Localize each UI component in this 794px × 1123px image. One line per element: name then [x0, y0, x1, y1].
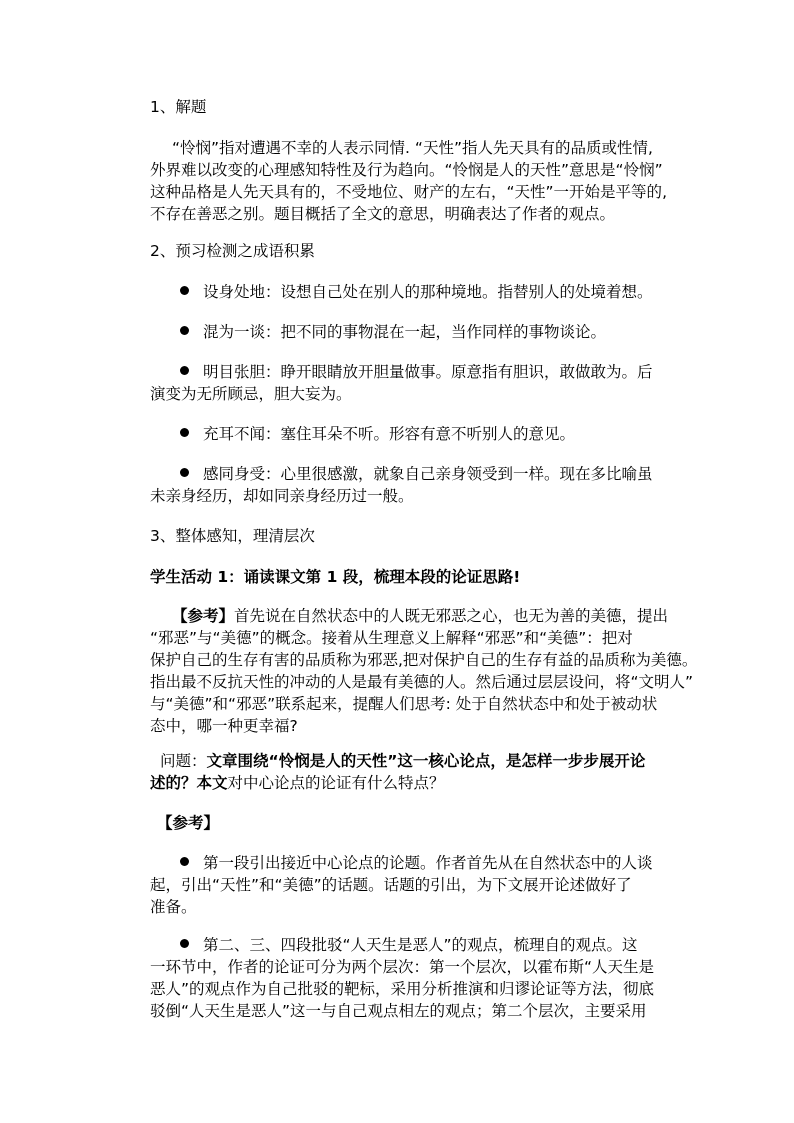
section3-heading: 3、整体感知，理清层次: [150, 527, 315, 545]
bullet-icon: [180, 939, 189, 948]
para-line: 这种品格是人先天具有的，不受地位、财产的左右，“天性”一开始是平等的,: [150, 183, 667, 201]
para-line: “怜悯”指对遭遇不幸的人表示同情. “天性”指人先天具有的品质或性情,: [172, 139, 653, 157]
bullet-icon: [180, 366, 189, 375]
para-line: 不存在善恶之别。题目概括了全文的意思，明确表达了作者的观点。: [150, 205, 616, 223]
question-paragraph: 问题：文章围绕“怜悯是人的天性”这一核心论点，是怎样一步步展开论 述的？本文对中心论点的论证有什么特点？: [150, 752, 646, 792]
section1-heading: 1、解题: [150, 98, 207, 116]
idiom-item: 明目张胆：睁开眼睛放开胆量做事。原意指有胆识，敢做敢为。后 演变为无所顾忌，胆大妄为。: [150, 363, 653, 403]
idiom-item: 感同身受：心里很感激，就象自己亲身领受到一样。现在多比喻虽 未亲身经历，却如同亲身经历过一般。: [150, 465, 653, 505]
bullet-icon: [180, 326, 189, 335]
para-line: 外界难以改变的心理感知特性及行为趋向。“怜悯是人的天性”意思是“怜悯”: [150, 161, 663, 179]
bullet-icon: [180, 468, 189, 477]
bullet-icon: [180, 857, 189, 866]
bullet-icon: [180, 428, 189, 437]
idiom-item: 充耳不闻：塞住耳朵不听。形容有意不听别人的意见。: [180, 423, 575, 445]
student-activity: 学生活动 1：诵读课文第 1 段，梳理本段的论证思路!: [150, 568, 521, 586]
analysis-item: 第一段引出接近中心论点的论题。作者首先从在自然状态中的人谈 起，引出“天性”和“美德”的话题。话题的引出，为下文展开论述做好了 准备。: [150, 854, 653, 916]
section1-paragraph: [150, 137, 667, 225]
question-lead: 问题：: [160, 752, 207, 770]
idiom-item: 混为一谈：把不同的事物混在一起，当作同样的事物谈论。: [180, 321, 606, 343]
reference-paragraph: 【参考】首先说在自然状态中的人既无邪恶之心，也无为善的美德，提出 “邪恶”与“美德”的概念。接着从生理意义上解释“邪恶”和“美德”：把对 保护自己的生存有害的品质称为邪恶,把对保护自己的生存有益的品质称为美德。 指出最不反抗天性的冲动的人是最有美德的人。然后通过层层设问，将“文明人” 与“美德”和“邪恶”联系起来，提醒人们思考: 处于自然状态中和处于被动状 态中，哪一种更幸福?: [150, 607, 698, 735]
reference2-label: 【参考】: [157, 814, 220, 832]
bullet-icon: [180, 286, 189, 295]
analysis-item: 第二、三、四段批驳“人天生是恶人”的观点，梳理自的观点。这 一环节中，作者的论证可分为两个层次：第一个层次，以霍布斯“人天生是 恶人”的观点作为自己批驳的靶标，采用分析推演和归谬论证等方法，彻底 驳倒“人天生是恶人”这一与自己观点相左的观点；第二个层次，主要采用: [150, 936, 655, 1020]
idiom-item: 设身处地：设想自己处在别人的那种境地。指替别人的处境着想。: [180, 281, 653, 303]
section2-heading: 2、预习检测之成语积累: [150, 242, 315, 260]
reference-label: 【参考】: [172, 607, 235, 625]
